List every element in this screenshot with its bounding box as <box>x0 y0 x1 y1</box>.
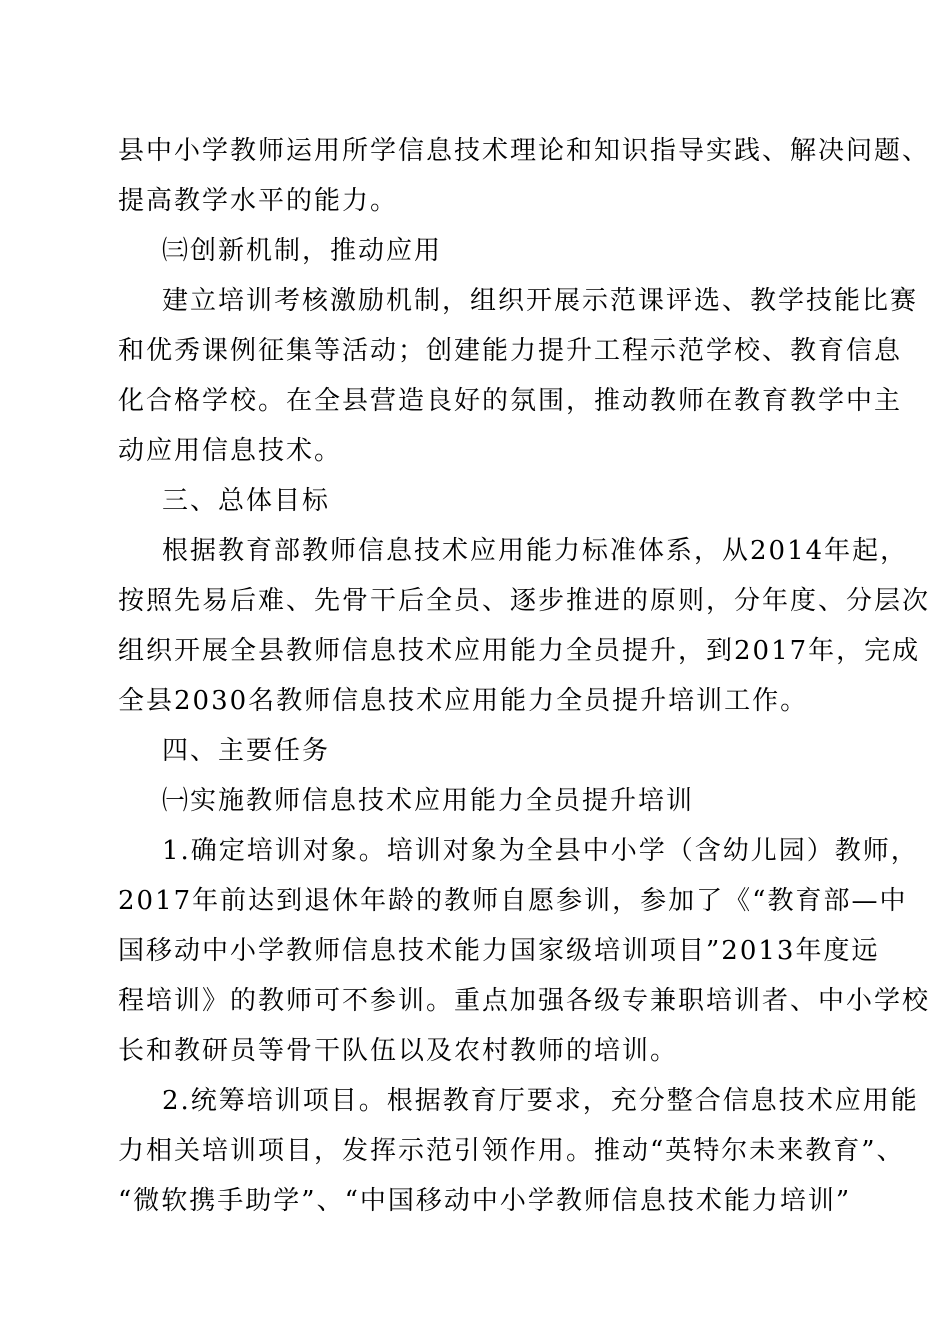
text-line: 根据教育部教师信息技术应用能力标准体系，从2014年起， <box>162 536 909 566</box>
text-line: 长和教研员等骨干队伍以及农村教师的培训。 <box>118 1036 679 1066</box>
text-line: 2.统筹培训项目。根据教育厅要求，充分整合信息技术应用能 <box>162 1086 919 1116</box>
section-heading: ㈠实施教师信息技术应用能力全员提升培训 <box>162 786 695 816</box>
text-line: 和优秀课例征集等活动；创建能力提升工程示范学校、教育信息 <box>118 336 903 366</box>
section-heading: 三、总体目标 <box>162 486 331 516</box>
text-line: 提高教学水平的能力。 <box>118 186 399 216</box>
text-line: 程培训》的教师可不参训。重点加强各级专兼职培训者、中小学校 <box>118 986 931 1016</box>
text-line: 建立培训考核激励机制，组织开展示范课评选、教学技能比赛 <box>162 286 919 316</box>
text-line: 按照先易后难、先骨干后全员、逐步推进的原则，分年度、分层次 <box>118 586 931 616</box>
text-line: 全县2030名教师信息技术应用能力全员提升培训工作。 <box>118 686 809 716</box>
text-line: 动应用信息技术。 <box>118 436 343 466</box>
text-line: 力相关培训项目，发挥示范引领作用。推动“英特尔未来教育”、 <box>118 1136 905 1166</box>
text-line: 2017年前达到退休年龄的教师自愿参训，参加了《“教育部—中 <box>118 886 908 916</box>
text-line: 县中小学教师运用所学信息技术理论和知识指导实践、解决问题、 <box>118 136 931 166</box>
text-line: “微软携手助学”、“中国移动中小学教师信息技术能力培训” <box>118 1186 852 1216</box>
text-line: 化合格学校。在全县营造良好的氛围，推动教师在教育教学中主 <box>118 386 903 416</box>
section-heading: ㈢创新机制，推动应用 <box>162 236 443 266</box>
text-line: 组织开展全县教师信息技术应用能力全员提升，到2017年，完成 <box>118 636 921 666</box>
section-heading: 四、主要任务 <box>162 736 331 766</box>
text-line: 1.确定培训对象。培训对象为全县中小学（含幼儿园）教师， <box>162 836 919 866</box>
text-line: 国移动中小学教师信息技术能力国家级培训项目”2013年度远 <box>118 936 880 966</box>
